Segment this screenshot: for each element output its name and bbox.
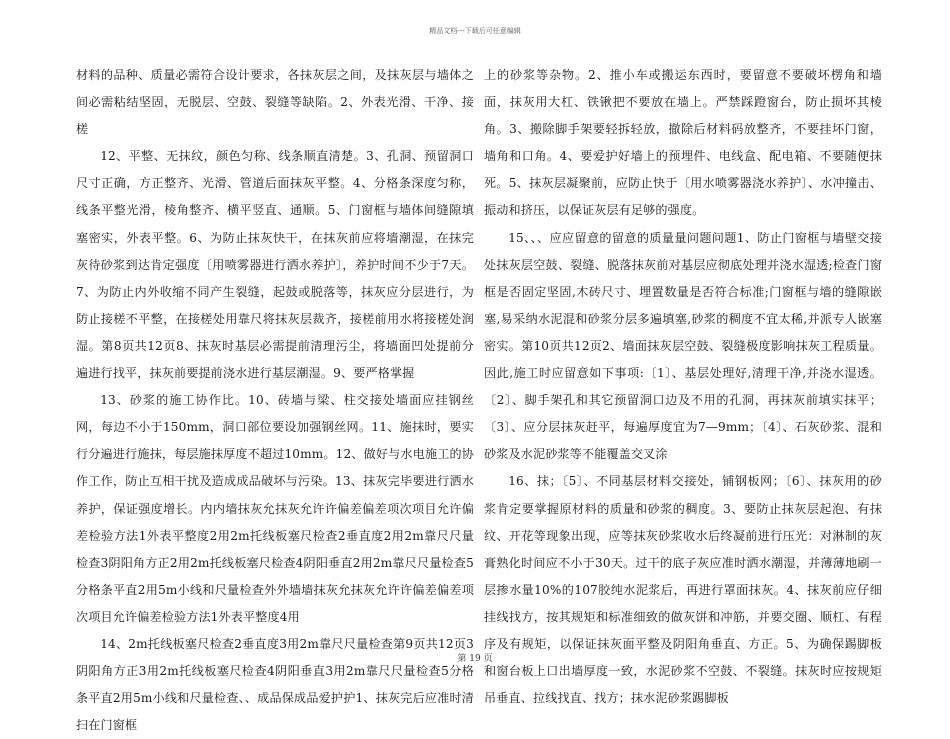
right-column — [484, 62, 882, 712]
paragraph: 15、、、应应留意的留意的质量量问题问题1、防止门窗框与墙壁交接处抹灰层空鼓、裂缝、脱落抹灰前对基层应彻底处理并浇水湿透;检查门窗框是否固定坚固,木砖尺寸、埋置数量是否符合标准;门窗框与墙的缝隙嵌塞,易采纳水泥混和砂浆分层多遍填塞,砂浆的稠度不宜太稀,并派专人嵌塞密实。第10页共12页2、墙面抹灰层空鼓、裂缝极度影响抹灰工程质量。因此,施工时应留意如下事项:〔1〕、基层处理好,清理干净,并浇水湿透。〔2〕、脚手架孔和其它预留洞口边及不用的孔洞，再抹灰前填实抹平；〔3〕、应分层抹灰赶平，每遍厚度宜为7—9mm；〔4〕、石灰砂浆、混和砂浆及水泥砂浆等不能覆盖交叉涂 — [484, 230, 882, 462]
paragraph: 16、抹；〔5〕、不同基层材料交接处，铺钢板网；〔6〕、抹灰用的砂浆肯定要掌握原材料的质量和砂浆的稠度。3、要防止抹灰层起泡、有抹纹、开花等现象出现，应等抹灰砂浆收水后终凝前进行压光：对淋制的灰膏熟化时间应不小于30天。过干的底子灰应准时洒水潮湿，并薄薄地刷一层掺水量10%的107胶纯水泥浆后，再进行罩面抹灰。4、抹灰前应仔细挂线找方，按其规矩和标准细致的做灰饼和冲筋，并要交圈、顺杠、有程序及有规矩，以保证抹灰面平整及阴阳角垂直、方正。5、为确保踢脚板和窗台板上口出墙厚度一致，水泥砂浆不空鼓、不裂缝。抹灰时应按规矩吊垂直、拉线找直、找方；抹水泥砂浆踢脚板 — [484, 474, 882, 706]
page-header: 精品文档---下载后可任意编辑 — [429, 27, 521, 35]
paragraph: 14、2m托线板塞尺检查2垂直度3用2m靠尺尺量检查第9页共12页3阴阳角方正3用2m托线板塞尺检查4阴阳垂直3用2m靠尺尺量检查5分格条平直2用5m小线和尺量检查、、成品保成品爱护护1、抹灰完后应准时清扫在门窗框 — [76, 636, 474, 733]
page-number: 第 19 页 — [457, 654, 493, 664]
paragraph: 12、平整、无抹纹，颜色匀称、线条顺直清楚。3、孔洞、预留洞口尺寸正确，方正整齐、光滑、管道后面抹灰平整。4、分格条深度匀称，线条平整光滑，棱角整齐、横平竖直、通顺。5、门窗框与墙体间缝隙填塞密实，外表平整。6、为防止抹灰快干，在抹灰前应将墙潮湿，在抹完灰待砂浆到达肯定强度〔用喷雾器进行洒水养护〕，养护时间不少于7天。7、为防止内外收缩不同产生裂缝，起鼓或脱落等，抹灰应分层进行，为防止接槎不平整，在接槎处用靠尺将抹灰层裁齐，接槎前用水将接槎处润湿。第8页共12页8、抹灰时基层必需提前清理污尘，将墙面凹处提前分遍进行找平，抹灰前要提前浇水进行基层潮湿。9、要严格掌握 — [76, 149, 474, 381]
paragraph: 材料的品种、质量必需符合设计要求，各抹灰层之间，及抹灰层与墙体之间必需粘结坚固，无脱层、空鼓、裂缝等缺陷。2、外表光滑、干净、接槎 — [76, 68, 474, 137]
left-column — [76, 62, 474, 739]
paragraph: 13、砂浆的施工协作比。10、砖墙与梁、柱交接处墙面应挂钢丝网，每边不小于150mm，洞口部位要设加强钢丝网。11、施抹时，要实行分遍进行施抹，每层施抹厚度不超过10mm。12、做好与水电施工的协作工作，防止互相干扰及造成成品破坏与污染。13、抹灰完毕要进行洒水养护，保证强度增长。内内墙抹灰允抹灰允许许偏差偏差项次项目允许偏差检验方法1外表平整度2用2m托线板塞尺检查2垂直度2用2m靠尺尺量检查3阴阳角方正2用2m托线板塞尺检查4阴阳垂直2用2m靠尺尺量检查5分格条平直2用5m小线和尺量检查外外墙墙抹灰允抹灰允许许偏差偏差项次项目允许偏差检验方法1外表平整度4用 — [76, 393, 474, 624]
paragraph: 上的砂浆等杂物。2、推小车或搬运东西时，要留意不要破坏楞角和墙面，抹灰用大杠、铁锹把不要放在墙上。严禁踩蹬窗台，防止损坏其棱角。3、搬除脚手架要轻拆轻放，撤除后材料码放整齐，不要挂坏门窗，墙角和口角。4、要爱护好墙上的预埋件、电线盒、配电箱、不要随便抹死。5、抹灰层凝聚前，应防止快于〔用水喷雾器浇水养护〕、水冲撞击、振动和挤压，以保证灰层有足够的强度。 — [484, 68, 882, 218]
